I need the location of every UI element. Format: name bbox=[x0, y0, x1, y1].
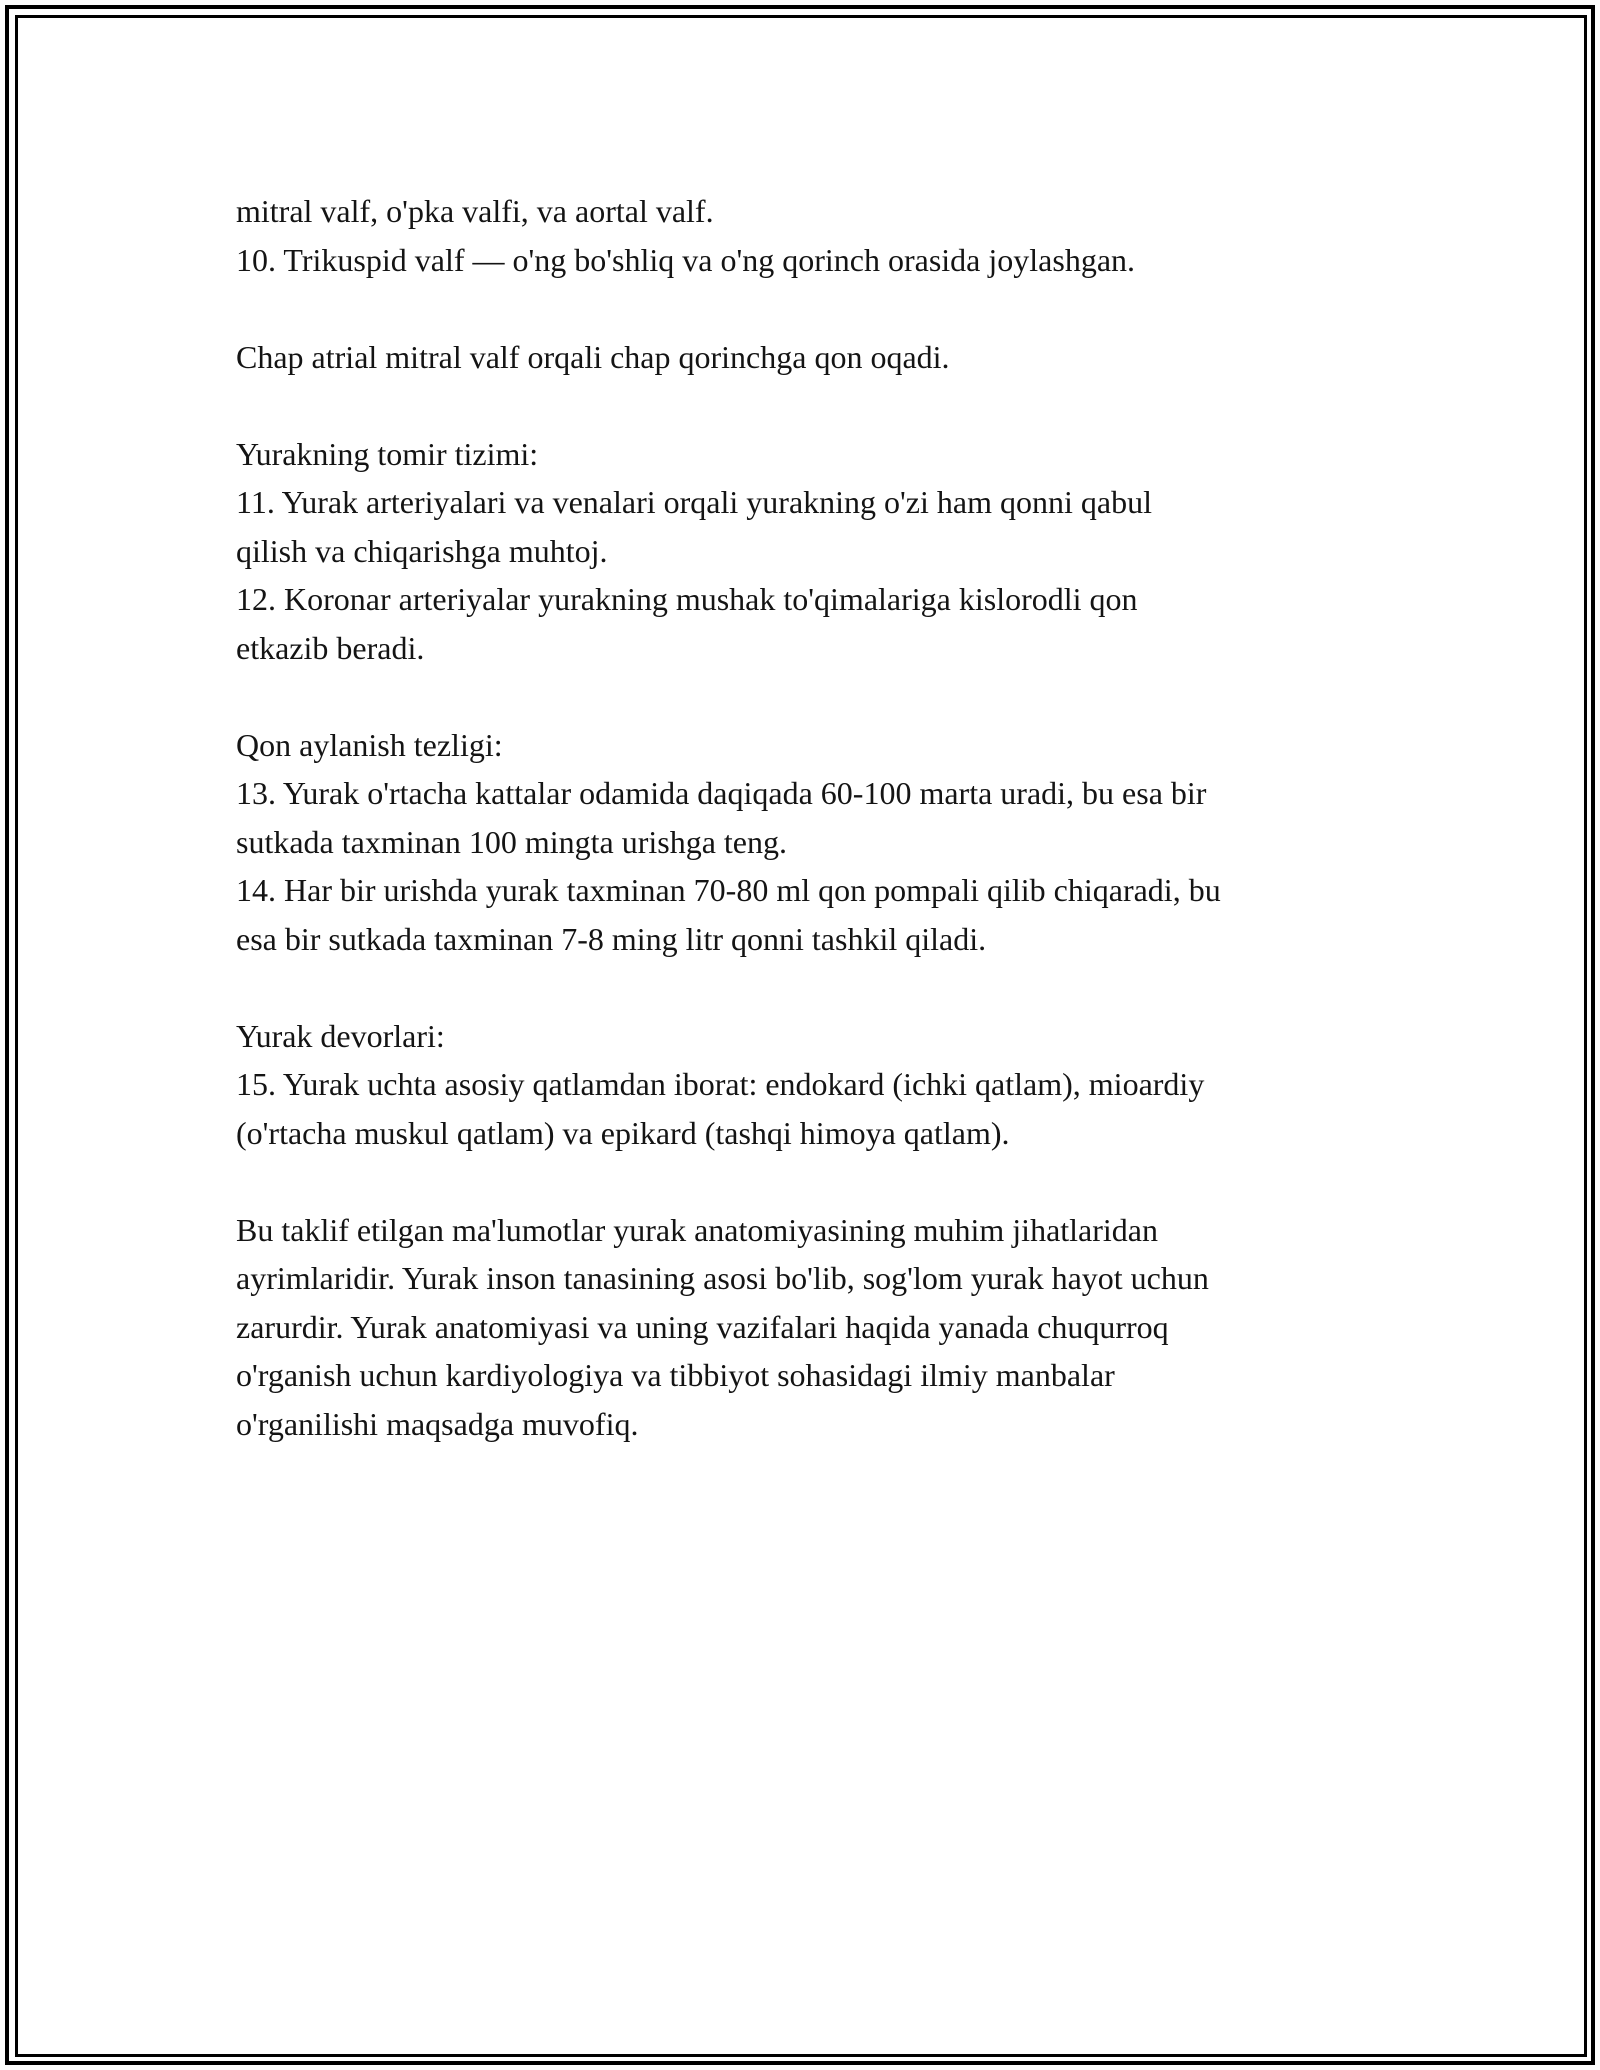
blank-line bbox=[236, 1157, 1386, 1206]
text-line: 14. Har bir urishda yurak taxminan 70-80 ml qon pompali qilib chiqaradi, bu bbox=[236, 872, 1221, 908]
section-heading: Yurak devorlari: bbox=[236, 1017, 445, 1054]
section-heading: Yurakning tomir tizimi: bbox=[236, 435, 539, 472]
text-line: 12. Koronar arteriyalar yurakning mushak to'qimalariga kislorodli qon bbox=[236, 581, 1138, 617]
blank-line bbox=[236, 284, 1386, 333]
text-line: o'rganilishi maqsadga muvofiq. bbox=[236, 1405, 639, 1442]
blank-line bbox=[236, 963, 1386, 1012]
text-line: esa bir sutkada taxminan 7-8 ming litr qonni tashkil qiladi. bbox=[236, 920, 987, 957]
text-line: 10. Trikuspid valf — o'ng bo'shliq va o'ng qorinch orasida joylashgan. bbox=[236, 241, 1136, 278]
text-line: ayrimlaridir. Yurak inson tanasining asosi bo'lib, sog'lom yurak hayot uchun bbox=[236, 1260, 1209, 1296]
text-line: zarurdir. Yurak anatomiyasi va uning vazifalari haqida yanada chuqurroq bbox=[236, 1308, 1169, 1345]
blank-line bbox=[236, 381, 1386, 430]
text-line: 11. Yurak arteriyalari va venalari orqali yurakning o'zi ham qonni qabul bbox=[236, 484, 1152, 520]
text-line: sutkada taxminan 100 mingta urishga teng. bbox=[236, 823, 787, 860]
text-line: mitral valf, o'pka valfi, va aortal valf. bbox=[236, 193, 714, 229]
text-line: Bu taklif etilgan ma'lumotlar yurak anatomiyasining muhim jihatlaridan bbox=[236, 1211, 1158, 1248]
section-heading: Qon aylanish tezligi: bbox=[236, 726, 503, 763]
text-line: o'rganish uchun kardiyologiya va tibbiyot sohasidagi ilmiy manbalar bbox=[236, 1357, 1115, 1393]
text-line: etkazib beradi. bbox=[236, 629, 425, 666]
text-line: qilish va chiqarishga muhtoj. bbox=[236, 532, 608, 569]
text-line: (o'rtacha muskul qatlam) va epikard (tashqi himoya qatlam). bbox=[236, 1114, 1010, 1151]
blank-line bbox=[236, 672, 1386, 721]
text-line: 13. Yurak o'rtacha kattalar odamida daqiqada 60-100 marta uradi, bu esa bir bbox=[236, 775, 1207, 811]
text-line: Chap atrial mitral valf orqali chap qorinchga qon oqadi. bbox=[236, 338, 950, 375]
text-line: 15. Yurak uchta asosiy qatlamdan iborat: endokard (ichki qatlam), mioardiy bbox=[236, 1066, 1205, 1102]
document-body bbox=[236, 187, 1386, 1448]
